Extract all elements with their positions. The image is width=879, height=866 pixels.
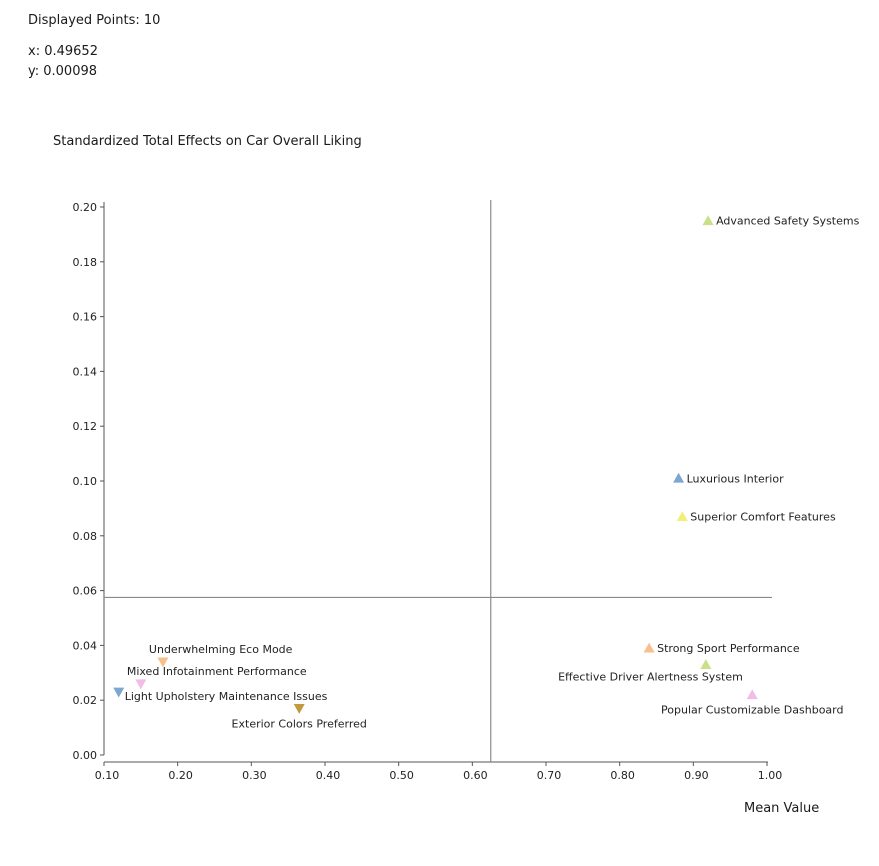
- data-point-label: Advanced Safety Systems: [716, 214, 860, 228]
- data-point[interactable]: [700, 659, 711, 669]
- y-tick-label: 0.14: [72, 365, 97, 379]
- x-tick-label: 0.60: [463, 769, 488, 782]
- data-point-label: Popular Customizable Dashboard: [661, 703, 844, 717]
- data-point-label: Effective Driver Alertness System: [558, 670, 743, 684]
- x-tick-label: 0.40: [315, 769, 341, 782]
- cursor-x-readout: x: 0.49652: [28, 44, 98, 59]
- data-point[interactable]: [644, 643, 655, 653]
- data-point-label: Mixed Infotainment Performance: [126, 664, 307, 678]
- x-tick-label: 0.10: [94, 769, 120, 782]
- x-tick-label: 1.00: [757, 769, 783, 782]
- y-tick-label: 0.02: [72, 694, 97, 708]
- y-tick-label: 0.10: [72, 475, 97, 488]
- y-tick-label: 0.04: [72, 639, 97, 653]
- x-tick-label: 0.80: [610, 769, 635, 782]
- data-point[interactable]: [703, 215, 714, 225]
- x-axis-label: Mean Value: [744, 801, 820, 816]
- x-tick-label: 0.30: [242, 769, 267, 782]
- data-point-label: Light Upholstery Maintenance Issues: [124, 689, 328, 703]
- x-tick-label: 0.90: [684, 769, 709, 782]
- y-tick-label: 0.00: [72, 749, 97, 762]
- data-point-label: Luxurious Interior: [686, 472, 784, 486]
- data-point[interactable]: [673, 473, 684, 483]
- data-point[interactable]: [135, 679, 146, 689]
- x-tick-label: 0.20: [168, 769, 193, 782]
- y-tick-label: 0.18: [72, 255, 97, 269]
- y-tick-label: 0.12: [72, 420, 97, 434]
- x-tick-label: 0.50: [389, 769, 414, 782]
- data-point-label: Superior Comfort Features: [690, 510, 836, 524]
- data-point-label: Exterior Colors Preferred: [231, 717, 367, 731]
- data-point-label: Strong Sport Performance: [657, 642, 800, 656]
- displayed-points-count: Displayed Points: 10: [28, 13, 161, 28]
- data-point[interactable]: [294, 704, 305, 714]
- data-point[interactable]: [677, 511, 688, 521]
- data-point[interactable]: [113, 688, 124, 698]
- data-point[interactable]: [747, 689, 758, 699]
- cursor-y-readout: y: 0.00098: [28, 64, 98, 79]
- y-tick-label: 0.08: [72, 529, 97, 543]
- chart-title: Standardized Total Effects on Car Overall Liking: [53, 134, 362, 149]
- y-tick-label: 0.16: [72, 310, 97, 324]
- y-tick-label: 0.20: [72, 201, 97, 214]
- data-point-label: Underwhelming Eco Mode: [148, 642, 293, 656]
- y-tick-label: 0.06: [72, 584, 97, 598]
- x-tick-label: 0.70: [536, 769, 562, 782]
